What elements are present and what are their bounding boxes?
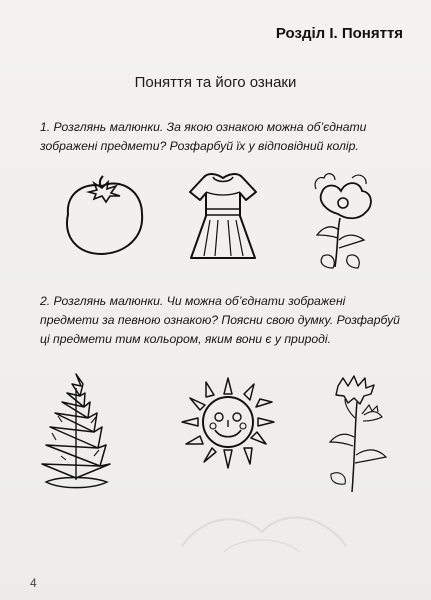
task-1-text: 1. Розглянь малюнки. За якою ознакою можна об’єднати зображені предмети? Розфарбуй їх у відповідний колір. [40, 120, 367, 153]
poppy-flower-icon [300, 164, 378, 274]
tomato-icon [56, 174, 148, 260]
page-title: Поняття та його ознаки [134, 74, 297, 91]
section-header: Розділ I. Поняття [275, 24, 404, 42]
dress-icon [182, 170, 264, 270]
task-2-text: 2. Розглянь малюнки. Чи можна об’єднати зображені предмети за певною ознакою? Поясни свою думку. Розфарбуй ці предмети тим кольором, яким вони є у природі. [40, 294, 400, 346]
sun-icon [176, 370, 280, 474]
cornflower-icon [320, 368, 394, 500]
page-number: 4 [30, 576, 37, 590]
reverse-side-bleed-title [84, 29, 304, 35]
reverse-side-bleed-illustration [170, 500, 360, 562]
fir-tree-icon [28, 368, 124, 496]
